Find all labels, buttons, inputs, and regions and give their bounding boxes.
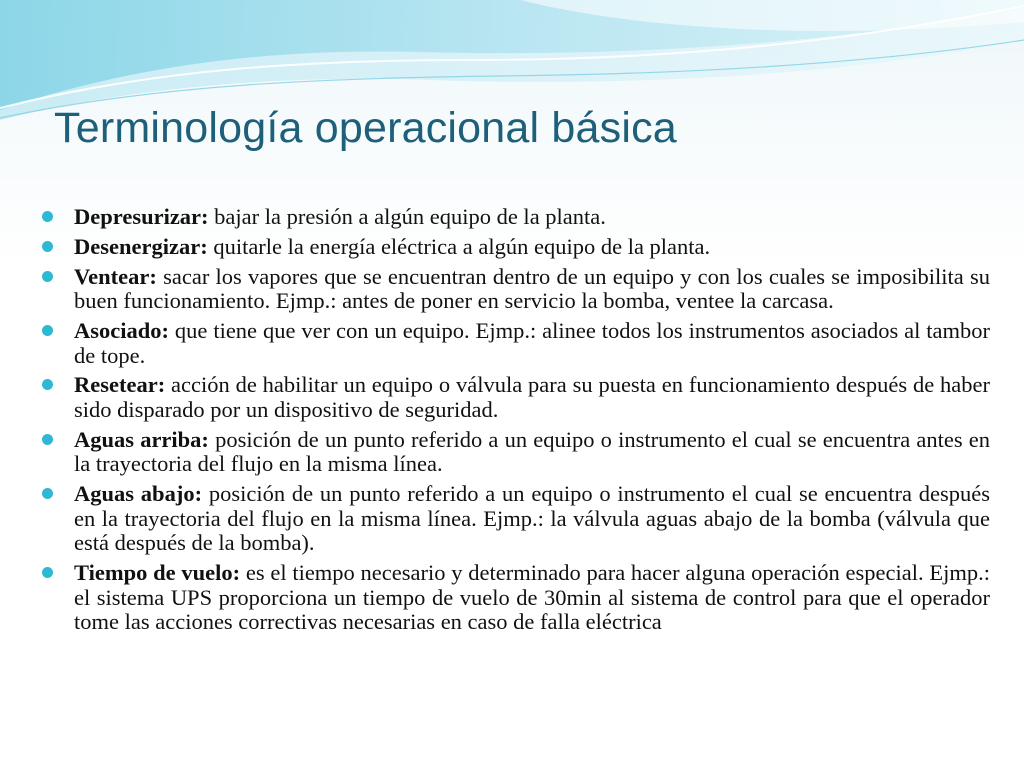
term-label: Asociado:	[74, 317, 175, 343]
list-item	[42, 235, 990, 260]
bullet-icon	[42, 241, 53, 252]
bullet-icon	[42, 434, 53, 445]
bullet-icon	[42, 567, 53, 578]
bullet-icon	[42, 211, 53, 222]
bullet-icon	[42, 488, 53, 499]
term-definition: acción de habilitar un equipo o válvula para su puesta en funcionamiento después de haber sido disparado por un dispositivo de seguridad.	[74, 372, 991, 422]
list-item	[42, 319, 990, 368]
term-definition: posición de un punto referido a un equipo o instrumento el cual se encuentra después en la trayectoria del flujo en la misma línea. Ejmp.: la válvula aguas abajo de la bomba (válvula que está después de la bomba).	[74, 481, 990, 556]
term-definition: posición de un punto referido a un equipo o instrumento el cual se encuentra antes en la trayectoria del flujo en la misma línea.	[74, 426, 991, 477]
bullet-icon	[42, 271, 53, 282]
term-label: Aguas arriba:	[74, 426, 216, 452]
list-item	[42, 205, 990, 230]
term-label: Resetear:	[74, 372, 172, 398]
list-item	[42, 265, 990, 314]
term-label: Depresurizar:	[74, 204, 215, 229]
bullet-icon	[42, 379, 53, 390]
term-definition: bajar la presión a algún equipo de la planta.	[214, 204, 606, 229]
term-label: Desenergizar:	[74, 233, 214, 259]
slide-title: Terminología operacional básica	[54, 104, 677, 152]
term-label: Ventear:	[74, 263, 164, 289]
list-item	[42, 561, 990, 635]
term-definition: es el tiempo necesario y determinado para hacer alguna operación especial. Ejmp.: el sistema UPS proporciona un tiempo de vuelo de 30min al sistema de control para que el operador tome las acciones correctivas necesarias en caso de falla eléctrica	[74, 560, 991, 635]
list-item	[42, 373, 990, 422]
term-definition: quitarle la energía eléctrica a algún equipo de la planta.	[213, 233, 711, 259]
term-definition: sacar los vapores que se encuentran dentro de un equipo y con los cuales se imposibilita su buen funcionamiento. Ejmp.: antes de poner en servicio la bomba, ventee la carcasa.	[74, 263, 990, 314]
term-label: Tiempo de vuelo:	[74, 560, 246, 586]
list-item	[42, 482, 990, 556]
list-item	[42, 428, 990, 477]
bullet-icon	[42, 325, 53, 336]
terminology-list	[42, 205, 990, 640]
term-label: Aguas abajo:	[74, 481, 209, 507]
term-definition: que tiene que ver con un equipo. Ejmp.: alinee todos los instrumentos asociados al tambor de tope.	[74, 317, 990, 368]
